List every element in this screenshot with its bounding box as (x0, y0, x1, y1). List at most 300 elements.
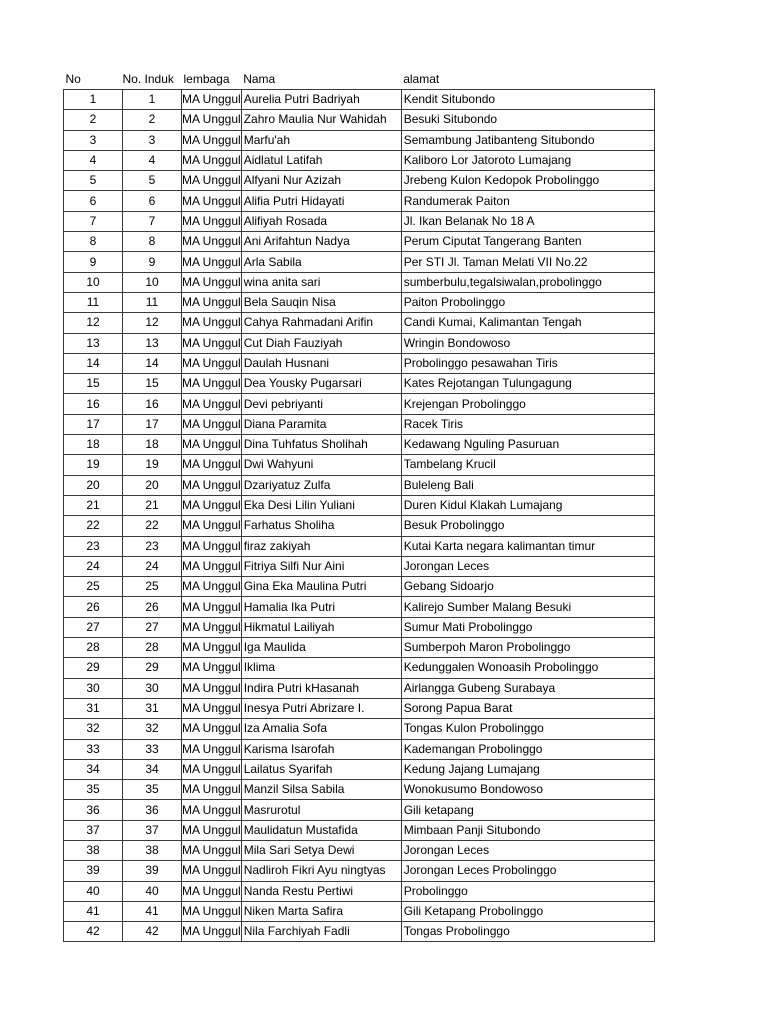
cell-no-induk[interactable]: 22 (123, 516, 182, 536)
cell-no[interactable]: 42 (64, 922, 123, 942)
table-row (64, 455, 655, 475)
cell-lembaga-text: MA Unggul (182, 335, 241, 350)
cell-nama[interactable]: Dzariyatuz Zulfa (241, 475, 401, 495)
cell-no-induk[interactable]: 8 (123, 232, 182, 252)
cell-no-induk[interactable]: 10 (123, 272, 182, 292)
cell-nama[interactable]: Nadliroh Fikri Ayu ningtyas (241, 861, 401, 881)
table-row (64, 556, 655, 576)
cell-alamat[interactable]: Tongas Probolinggo (401, 922, 654, 942)
cell-no-induk[interactable]: 21 (123, 495, 182, 515)
cell-no[interactable]: 13 (64, 333, 123, 353)
cell-no[interactable]: 33 (64, 739, 123, 759)
cell-no-induk[interactable]: 7 (123, 211, 182, 231)
cell-nama[interactable]: Nila Farchiyah Fadli (241, 922, 401, 942)
cell-alamat[interactable]: Randumerak Paiton (401, 191, 654, 211)
cell-no[interactable]: 35 (64, 780, 123, 800)
cell-nama[interactable]: Lailatus Syarifah (241, 759, 401, 779)
table-row (64, 658, 655, 678)
cell-no[interactable]: 6 (64, 191, 123, 211)
cell-nama[interactable]: wina anita sari (241, 272, 401, 292)
cell-no[interactable]: 17 (64, 414, 123, 434)
table-row (64, 536, 655, 556)
cell-no-induk[interactable]: 23 (123, 536, 182, 556)
cell-no[interactable]: 30 (64, 678, 123, 698)
cell-lembaga[interactable] (182, 780, 242, 800)
spreadsheet-sheet (63, 69, 655, 942)
cell-alamat[interactable]: Besuki Situbondo (401, 110, 654, 130)
table-row (64, 252, 655, 272)
cell-no-induk[interactable]: 37 (123, 820, 182, 840)
cell-lembaga-text: MA Unggul (182, 782, 241, 797)
cell-no[interactable]: 24 (64, 556, 123, 576)
cell-no-induk[interactable]: 16 (123, 394, 182, 414)
cell-lembaga[interactable] (182, 516, 242, 536)
cell-no[interactable]: 41 (64, 901, 123, 921)
cell-no-induk[interactable]: 20 (123, 475, 182, 495)
cell-lembaga[interactable] (182, 292, 242, 312)
cell-no-induk[interactable]: 24 (123, 556, 182, 576)
table-row (64, 516, 655, 536)
cell-no[interactable]: 36 (64, 800, 123, 820)
cell-alamat[interactable]: Kedunggalen Wonoasih Probolinggo (401, 658, 654, 678)
cell-lembaga[interactable] (182, 90, 242, 110)
cell-lembaga[interactable] (182, 800, 242, 820)
cell-lembaga-text: MA Unggul (182, 356, 241, 370)
cell-lembaga[interactable] (182, 191, 242, 211)
cell-lembaga-text: MA Unggul (182, 721, 241, 736)
cell-no[interactable]: 5 (64, 171, 123, 191)
cell-nama[interactable]: Ani Arifahtun Nadya (241, 232, 401, 252)
cell-no[interactable]: 38 (64, 840, 123, 860)
cell-no-induk[interactable]: 12 (123, 313, 182, 333)
cell-lembaga[interactable] (182, 577, 242, 597)
table-row (64, 678, 655, 698)
cell-alamat[interactable]: Kutai Karta negara kalimantan timur (401, 536, 654, 556)
cell-alamat[interactable]: Wringin Bondowoso (401, 333, 654, 353)
cell-no-induk[interactable]: 17 (123, 414, 182, 434)
cell-alamat[interactable]: Gebang Sidoarjo (401, 577, 654, 597)
cell-lembaga-text: MA Unggul (182, 924, 241, 939)
cell-nama[interactable]: Masrurotul (241, 800, 401, 820)
cell-lembaga-text: MA Unggul (182, 477, 241, 492)
cell-lembaga[interactable] (182, 698, 242, 718)
cell-no-induk[interactable]: 34 (123, 759, 182, 779)
table-row (64, 698, 655, 718)
cell-lembaga-text: MA Unggul (182, 92, 241, 107)
cell-lembaga[interactable] (182, 171, 242, 191)
cell-no-induk[interactable]: 18 (123, 435, 182, 455)
cell-lembaga[interactable] (182, 414, 242, 434)
cell-lembaga-text: MA Unggul (182, 396, 241, 411)
cell-nama[interactable]: Inesya Putri Abrizare I. (241, 698, 401, 718)
table-row (64, 617, 655, 637)
table-row (64, 130, 655, 150)
cell-no[interactable]: 39 (64, 861, 123, 881)
cell-lembaga[interactable] (182, 150, 242, 170)
cell-nama[interactable]: Hikmatul Lailiyah (241, 617, 401, 637)
cell-alamat[interactable]: Kendit Situbondo (401, 90, 654, 110)
cell-lembaga[interactable] (182, 110, 242, 130)
cell-lembaga[interactable] (182, 556, 242, 576)
cell-no-induk[interactable]: 29 (123, 658, 182, 678)
cell-no[interactable]: 19 (64, 455, 123, 475)
cell-alamat[interactable]: Gili Ketapang Probolinggo (401, 901, 654, 921)
table-row (64, 414, 655, 434)
cell-lembaga-text: MA Unggul (182, 518, 241, 533)
cell-lembaga[interactable] (182, 739, 242, 759)
cell-lembaga[interactable] (182, 901, 242, 921)
cell-no-induk[interactable]: 38 (123, 840, 182, 860)
cell-alamat[interactable]: Per STI Jl. Taman Melati VII No.22 (401, 252, 654, 272)
cell-no-induk[interactable]: 9 (123, 252, 182, 272)
cell-lembaga[interactable] (182, 617, 242, 637)
cell-no[interactable]: 20 (64, 475, 123, 495)
cell-no-induk[interactable]: 11 (123, 292, 182, 312)
cell-nama[interactable]: Maulidatun Mustafida (241, 820, 401, 840)
cell-no-induk[interactable]: 6 (123, 191, 182, 211)
cell-no-induk[interactable]: 1 (123, 90, 182, 110)
cell-alamat[interactable]: Kaliboro Lor Jatoroto Lumajang (401, 150, 654, 170)
table-row (64, 495, 655, 515)
cell-lembaga[interactable] (182, 597, 242, 617)
cell-lembaga[interactable] (182, 333, 242, 353)
cell-lembaga[interactable] (182, 435, 242, 455)
cell-alamat[interactable]: sumberbulu,tegalsiwalan,probolinggo (401, 272, 654, 292)
cell-alamat[interactable]: Jrebeng Kulon Kedopok Probolinggo (401, 171, 654, 191)
cell-lembaga-text: MA Unggul (182, 660, 241, 675)
cell-no-induk[interactable]: 5 (123, 171, 182, 191)
cell-no[interactable]: 12 (64, 313, 123, 333)
cell-no-induk[interactable]: 25 (123, 577, 182, 597)
cell-alamat[interactable]: Tongas Kulon Probolinggo (401, 719, 654, 739)
table-row (64, 861, 655, 881)
cell-alamat[interactable]: Probolinggo (401, 881, 654, 901)
table-row (64, 820, 655, 840)
cell-nama[interactable]: Daulah Husnani (241, 353, 401, 373)
cell-alamat[interactable]: Mimbaan Panji Situbondo (401, 820, 654, 840)
cell-lembaga-text: MA Unggul (182, 234, 241, 249)
cell-alamat[interactable]: Kates Rejotangan Tulungagung (401, 374, 654, 394)
cell-no-induk[interactable]: 30 (123, 678, 182, 698)
cell-lembaga[interactable] (182, 394, 242, 414)
cell-alamat[interactable]: Airlangga Gubeng Surabaya (401, 678, 654, 698)
cell-no[interactable]: 4 (64, 150, 123, 170)
table-row (64, 353, 655, 373)
cell-alamat[interactable]: Probolinggo pesawahan Tiris (401, 353, 654, 373)
cell-alamat[interactable]: Jl. Ikan Belanak No 18 A (401, 211, 654, 231)
cell-alamat[interactable]: Besuk Probolinggo (401, 516, 654, 536)
cell-lembaga-text: MA Unggul (182, 153, 241, 168)
cell-alamat[interactable]: Kademangan Probolinggo (401, 739, 654, 759)
cell-no[interactable]: 26 (64, 597, 123, 617)
cell-lembaga-text: MA Unggul (182, 437, 241, 452)
cell-nama[interactable]: Niken Marta Safira (241, 901, 401, 921)
cell-alamat[interactable]: Duren Kidul Klakah Lumajang (401, 495, 654, 515)
cell-lembaga[interactable] (182, 881, 242, 901)
table-row (64, 374, 655, 394)
cell-lembaga-text: MA Unggul (182, 863, 241, 878)
cell-lembaga[interactable] (182, 678, 242, 698)
cell-no-induk[interactable]: 42 (123, 922, 182, 942)
cell-lembaga-text: MA Unggul (182, 376, 241, 391)
cell-nama[interactable]: Iklima (241, 658, 401, 678)
table-row (64, 922, 655, 942)
cell-alamat[interactable]: Krejengan Probolinggo (401, 394, 654, 414)
cell-nama[interactable]: Alfyani Nur Azizah (241, 171, 401, 191)
cell-alamat[interactable]: Sumur Mati Probolinggo (401, 617, 654, 637)
cell-no-induk[interactable]: 27 (123, 617, 182, 637)
cell-lembaga[interactable] (182, 759, 242, 779)
header-alamat[interactable]: alamat (403, 72, 440, 86)
table-row (64, 171, 655, 191)
cell-lembaga[interactable] (182, 130, 242, 150)
cell-no[interactable]: 15 (64, 374, 123, 394)
cell-nama[interactable]: Dina Tuhfatus Sholihah (241, 435, 401, 455)
header-no-induk[interactable]: No. Induk (122, 72, 174, 86)
cell-lembaga-text: MA Unggul (182, 619, 241, 634)
cell-alamat[interactable]: Paiton Probolinggo (401, 292, 654, 312)
cell-lembaga[interactable] (182, 840, 242, 860)
cell-no[interactable]: 2 (64, 110, 123, 130)
table-row (64, 840, 655, 860)
cell-no[interactable]: 34 (64, 759, 123, 779)
table-row (64, 901, 655, 921)
cell-no-induk[interactable]: 28 (123, 638, 182, 658)
cell-no[interactable]: 18 (64, 435, 123, 455)
cell-lembaga-text: MA Unggul (182, 173, 241, 188)
cell-nama[interactable]: Eka Desi Lilin Yuliani (241, 495, 401, 515)
table-row (64, 759, 655, 779)
table-row (64, 800, 655, 820)
cell-no-induk[interactable]: 13 (123, 333, 182, 353)
cell-lembaga[interactable] (182, 495, 242, 515)
cell-no-induk[interactable]: 35 (123, 780, 182, 800)
cell-nama[interactable]: Alifiyah Rosada (241, 211, 401, 231)
cell-alamat[interactable]: Kedawang Nguling Pasuruan (401, 435, 654, 455)
cell-alamat[interactable]: Jorongan Leces Probolinggo (401, 861, 654, 881)
cell-lembaga[interactable] (182, 353, 242, 373)
cell-alamat[interactable]: Jorongan Leces (401, 556, 654, 576)
cell-nama[interactable]: Arla Sabila (241, 252, 401, 272)
cell-lembaga-text: MA Unggul (182, 416, 241, 431)
cell-lembaga[interactable] (182, 374, 242, 394)
table-row (64, 272, 655, 292)
cell-lembaga-text: MA Unggul (182, 883, 241, 898)
cell-no-induk[interactable]: 26 (123, 597, 182, 617)
table-row (64, 881, 655, 901)
cell-lembaga-text: MA Unggul (182, 112, 241, 127)
cell-lembaga[interactable] (182, 719, 242, 739)
cell-nama[interactable]: Iza Amalia Sofa (241, 719, 401, 739)
cell-lembaga[interactable] (182, 211, 242, 231)
cell-alamat[interactable]: Sumberpoh Maron Probolinggo (401, 638, 654, 658)
cell-nama[interactable]: Devi pebriyanti (241, 394, 401, 414)
cell-alamat[interactable]: Perum Ciputat Tangerang Banten (401, 232, 654, 252)
cell-nama[interactable]: Aidlatul Latifah (241, 150, 401, 170)
cell-nama[interactable]: Bela Sauqin Nisa (241, 292, 401, 312)
table-row (64, 232, 655, 252)
cell-nama[interactable]: Cahya Rahmadani Arifin (241, 313, 401, 333)
cell-nama[interactable]: Hamalia Ika Putri (241, 597, 401, 617)
cell-lembaga-text: MA Unggul (182, 213, 241, 228)
cell-nama[interactable]: Marfu'ah (241, 130, 401, 150)
cell-nama[interactable]: Fitriya Silfi Nur Aini (241, 556, 401, 576)
cell-lembaga[interactable] (182, 252, 242, 272)
cell-nama[interactable]: Karisma Isarofah (241, 739, 401, 759)
cell-lembaga-text: MA Unggul (182, 315, 241, 330)
cell-alamat[interactable]: Racek Tiris (401, 414, 654, 434)
cell-lembaga[interactable] (182, 861, 242, 881)
cell-alamat[interactable]: Jorongan Leces (401, 840, 654, 860)
cell-alamat[interactable]: Semambung Jatibanteng Situbondo (401, 130, 654, 150)
cell-lembaga[interactable] (182, 272, 242, 292)
cell-alamat[interactable]: Wonokusumo Bondowoso (401, 780, 654, 800)
cell-nama[interactable]: Aurelia Putri Badriyah (241, 90, 401, 110)
cell-lembaga-text: MA Unggul (182, 904, 241, 919)
cell-lembaga[interactable] (182, 455, 242, 475)
cell-no-induk[interactable]: 36 (123, 800, 182, 820)
cell-no[interactable]: 40 (64, 881, 123, 901)
cell-lembaga-text: MA Unggul (182, 274, 241, 289)
cell-no[interactable]: 3 (64, 130, 123, 150)
cell-no[interactable]: 10 (64, 272, 123, 292)
cell-nama[interactable]: Zahro Maulia Nur Wahidah (241, 110, 401, 130)
header-no[interactable]: No (65, 72, 81, 86)
cell-alamat[interactable]: Buleleng Bali (401, 475, 654, 495)
cell-lembaga-text: MA Unggul (182, 802, 241, 817)
cell-no[interactable]: 25 (64, 577, 123, 597)
cell-no[interactable]: 27 (64, 617, 123, 637)
table-row (64, 90, 655, 110)
cell-alamat[interactable]: Kalirejo Sumber Malang Besuki (401, 597, 654, 617)
cell-nama[interactable]: firaz zakiyah (241, 536, 401, 556)
cell-nama[interactable]: Nanda Restu Pertiwi (241, 881, 401, 901)
cell-nama[interactable]: Gina Eka Maulina Putri (241, 577, 401, 597)
cell-lembaga-text: MA Unggul (182, 193, 241, 208)
header-row (64, 69, 655, 90)
table-row (64, 638, 655, 658)
cell-no-induk[interactable]: 14 (123, 353, 182, 373)
cell-no[interactable]: 21 (64, 495, 123, 515)
cell-lembaga-text: MA Unggul (182, 498, 241, 513)
cell-lembaga[interactable] (182, 475, 242, 495)
cell-no-induk[interactable]: 31 (123, 698, 182, 718)
cell-alamat[interactable]: Tambelang Krucil (401, 455, 654, 475)
cell-no[interactable]: 14 (64, 353, 123, 373)
cell-lembaga-text: MA Unggul (182, 254, 241, 269)
table-row (64, 780, 655, 800)
cell-lembaga-text: MA Unggul (182, 132, 241, 147)
cell-alamat[interactable]: Gili ketapang (401, 800, 654, 820)
cell-lembaga[interactable] (182, 536, 242, 556)
cell-alamat[interactable]: Candi Kumai, Kalimantan Tengah (401, 313, 654, 333)
cell-no-induk[interactable]: 2 (123, 110, 182, 130)
student-table (63, 69, 655, 942)
cell-nama[interactable]: Dwi Wahyuni (241, 455, 401, 475)
table-row (64, 435, 655, 455)
cell-lembaga[interactable] (182, 313, 242, 333)
cell-nama[interactable]: Cut Diah Fauziyah (241, 333, 401, 353)
table-row (64, 313, 655, 333)
cell-no[interactable]: 1 (64, 90, 123, 110)
cell-nama[interactable]: Diana Paramita (241, 414, 401, 434)
cell-no[interactable]: 11 (64, 292, 123, 312)
cell-lembaga[interactable] (182, 658, 242, 678)
table-row (64, 597, 655, 617)
cell-alamat[interactable]: Sorong Papua Barat (401, 698, 654, 718)
cell-no-induk[interactable]: 33 (123, 739, 182, 759)
table-row (64, 719, 655, 739)
cell-lembaga[interactable] (182, 922, 242, 942)
cell-nama[interactable]: Indira Putri kHasanah (241, 678, 401, 698)
cell-no-induk[interactable]: 19 (123, 455, 182, 475)
cell-lembaga[interactable] (182, 638, 242, 658)
cell-lembaga-text: MA Unggul (182, 295, 241, 310)
header-nama[interactable]: Nama (243, 72, 276, 86)
table-row (64, 150, 655, 170)
cell-no-induk[interactable]: 40 (123, 881, 182, 901)
cell-no[interactable]: 29 (64, 658, 123, 678)
cell-lembaga-text: MA Unggul (182, 457, 241, 472)
cell-no[interactable]: 32 (64, 719, 123, 739)
cell-no[interactable]: 7 (64, 211, 123, 231)
cell-no-induk[interactable]: 39 (123, 861, 182, 881)
cell-lembaga-text: MA Unggul (182, 680, 241, 695)
table-row (64, 110, 655, 130)
cell-no-induk[interactable]: 41 (123, 901, 182, 921)
cell-nama[interactable]: Iga Maulida (241, 638, 401, 658)
cell-no[interactable]: 16 (64, 394, 123, 414)
cell-no[interactable]: 23 (64, 536, 123, 556)
cell-alamat[interactable]: Kedung Jajang Lumajang (401, 759, 654, 779)
cell-no[interactable]: 37 (64, 820, 123, 840)
cell-nama[interactable]: Mila Sari Setya Dewi (241, 840, 401, 860)
cell-lembaga-text: MA Unggul (182, 701, 241, 716)
table-row (64, 394, 655, 414)
table-row (64, 577, 655, 597)
cell-lembaga-text: MA Unggul (182, 640, 241, 655)
cell-no-induk[interactable]: 4 (123, 150, 182, 170)
cell-lembaga-text: MA Unggul (182, 558, 241, 573)
cell-no[interactable]: 31 (64, 698, 123, 718)
cell-lembaga[interactable] (182, 820, 242, 840)
cell-no[interactable]: 28 (64, 638, 123, 658)
cell-lembaga-text: MA Unggul (182, 599, 241, 614)
cell-no-induk[interactable]: 3 (123, 130, 182, 150)
cell-nama[interactable]: Alifia Putri Hidayati (241, 191, 401, 211)
header-lembaga[interactable]: lembaga (183, 72, 230, 86)
cell-nama[interactable]: Dea Yousky Pugarsari (241, 374, 401, 394)
cell-lembaga-text: MA Unggul (182, 843, 241, 858)
table-row (64, 211, 655, 231)
cell-no-induk[interactable]: 15 (123, 374, 182, 394)
cell-lembaga-text: MA Unggul (182, 538, 241, 553)
table-row (64, 475, 655, 495)
cell-nama[interactable]: Farhatus Sholiha (241, 516, 401, 536)
table-row (64, 292, 655, 312)
table-row (64, 191, 655, 211)
cell-lembaga-text: MA Unggul (182, 822, 241, 837)
table-row (64, 333, 655, 353)
cell-no[interactable]: 22 (64, 516, 123, 536)
cell-no-induk[interactable]: 32 (123, 719, 182, 739)
cell-nama[interactable]: Manzil Silsa Sabila (241, 780, 401, 800)
cell-lembaga[interactable] (182, 232, 242, 252)
cell-lembaga-text: MA Unggul (182, 761, 241, 776)
cell-lembaga-text: MA Unggul (182, 741, 241, 756)
cell-no[interactable]: 8 (64, 232, 123, 252)
cell-no[interactable]: 9 (64, 252, 123, 272)
